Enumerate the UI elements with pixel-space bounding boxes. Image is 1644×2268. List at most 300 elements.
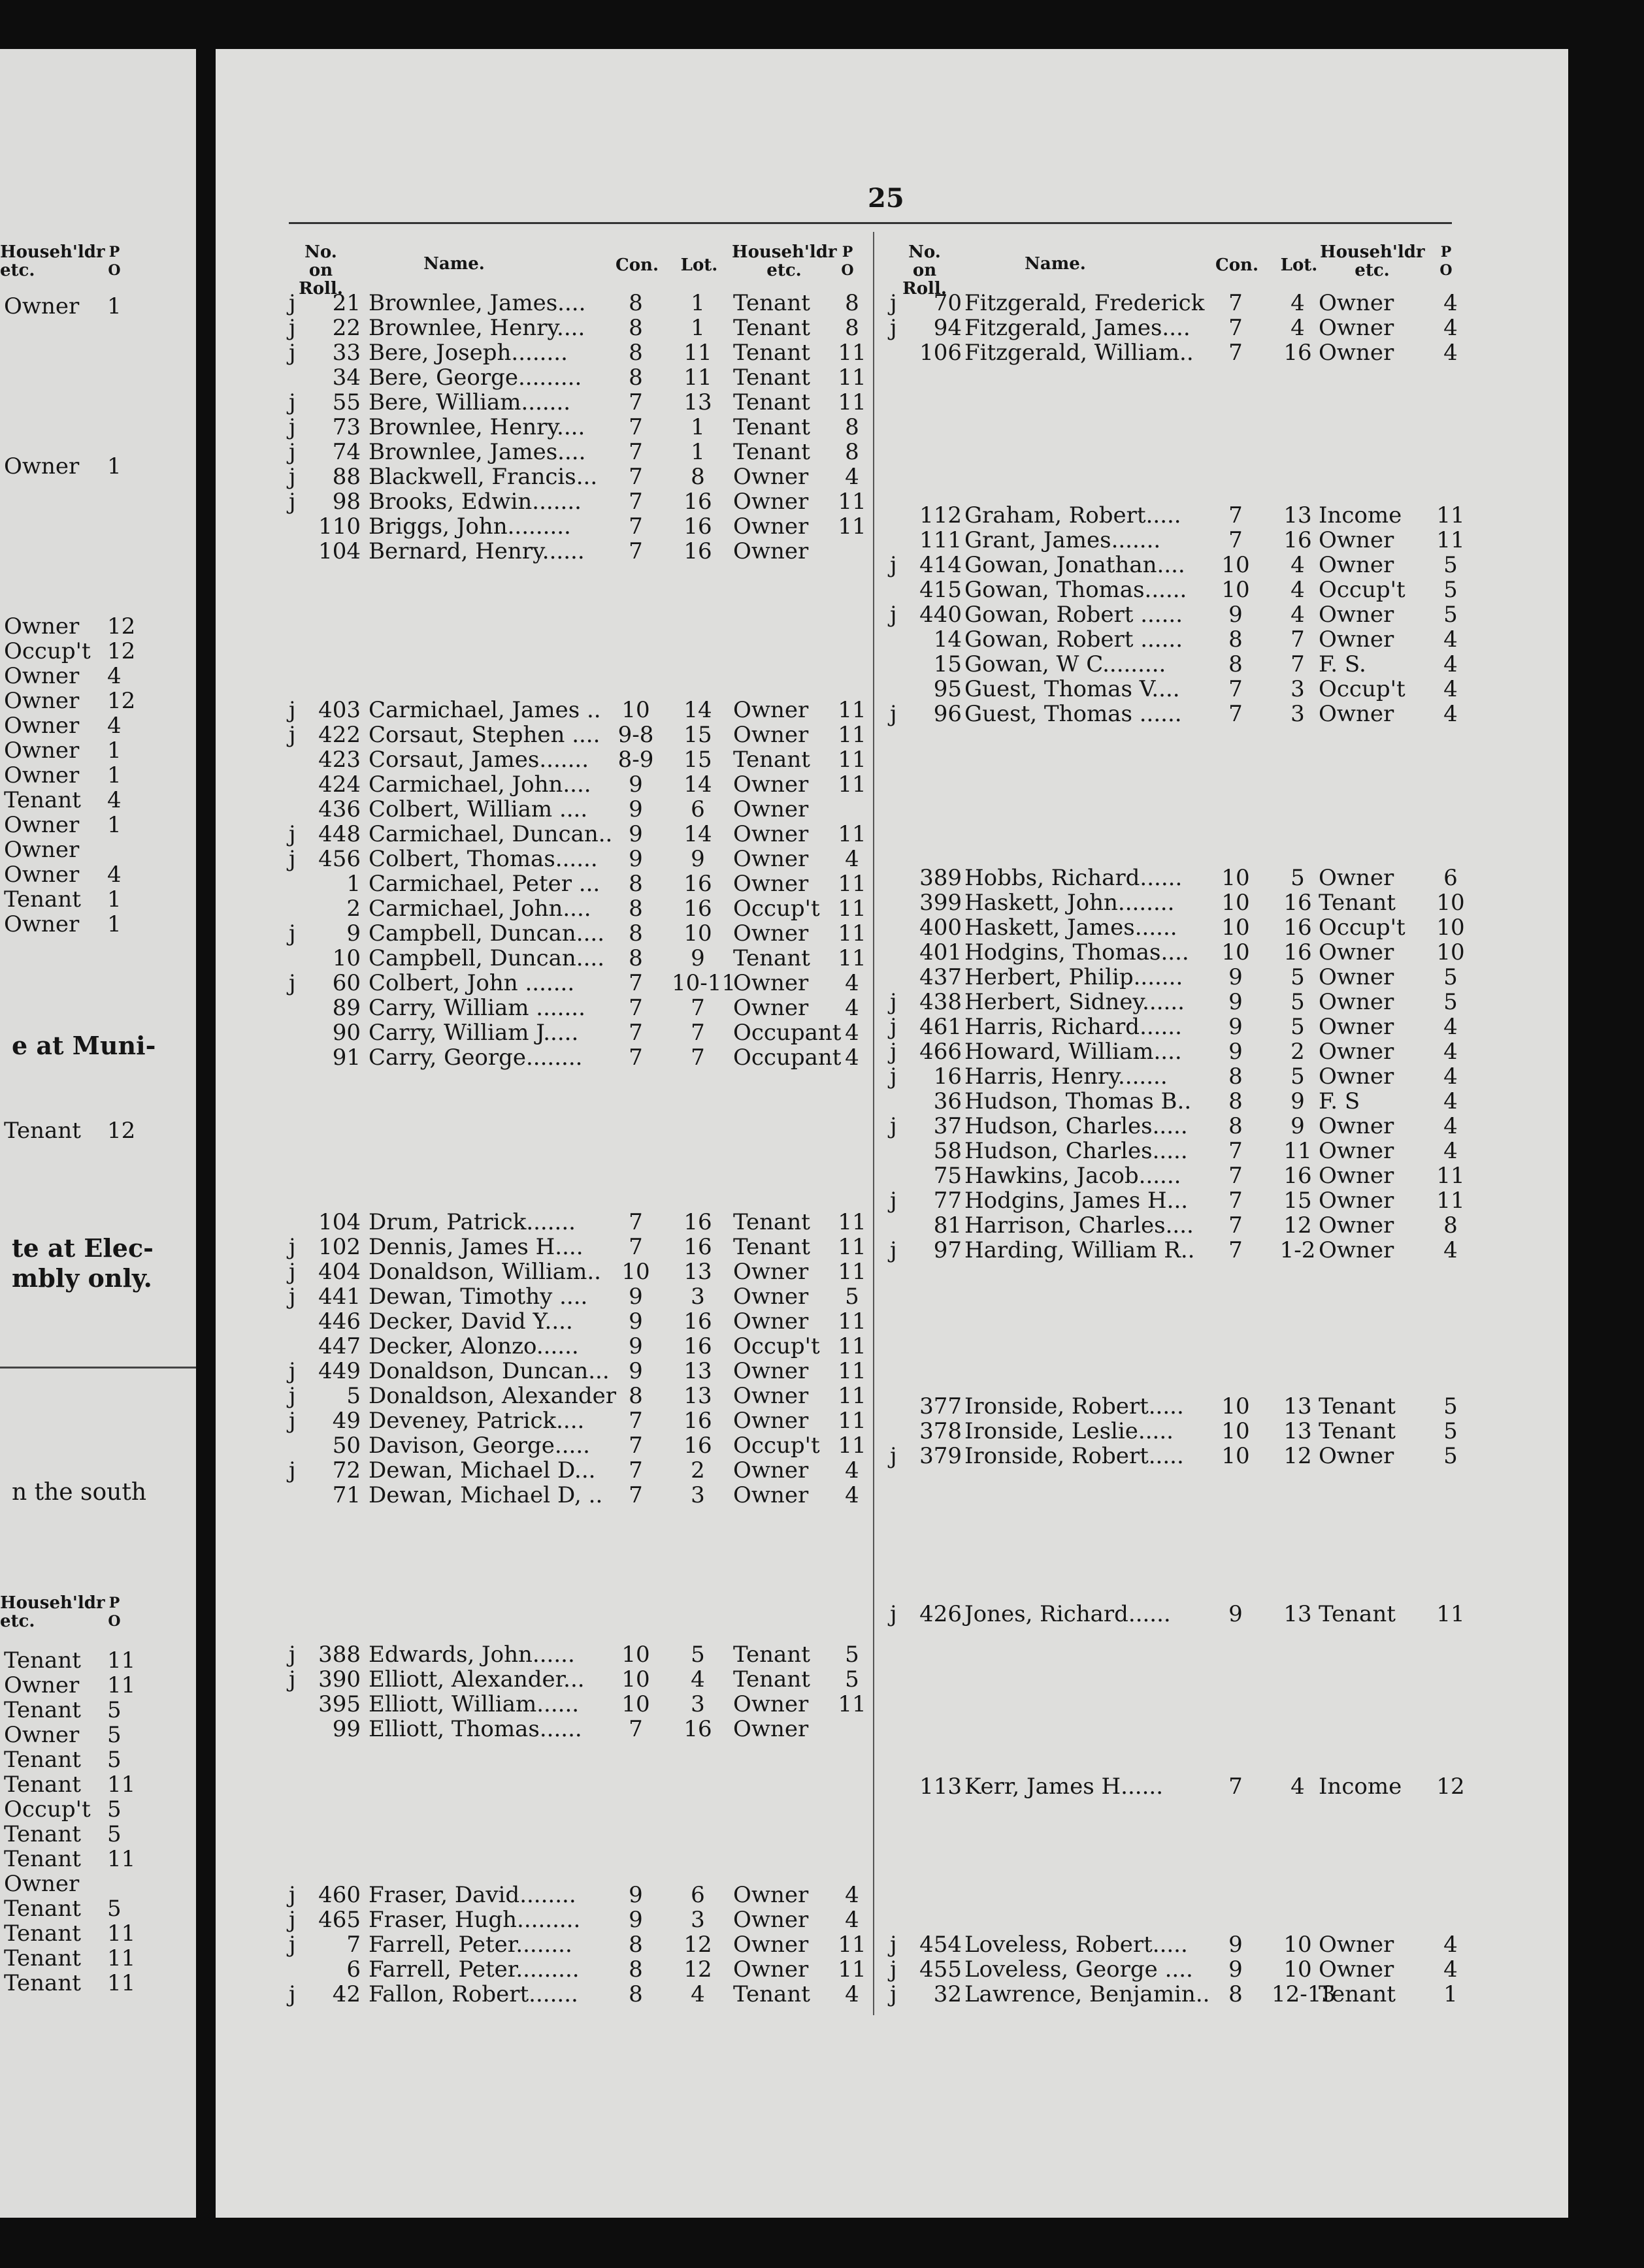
entry-post-office: 10	[1436, 939, 1465, 965]
entry-name: Carry, William J.....	[369, 1020, 579, 1046]
roll-entry-row	[289, 1982, 877, 2007]
entry-lot: 11	[1283, 1138, 1312, 1164]
roll-entry-row	[890, 291, 1478, 316]
left-fragment-status: Owner	[4, 453, 80, 479]
entry-name: Hudson, Charles.....	[964, 1113, 1188, 1139]
entry-lot: 3	[691, 1284, 705, 1310]
entry-lot: 16	[683, 1308, 712, 1335]
entry-name: Bere, George.........	[369, 364, 582, 391]
entry-post-office: 4	[845, 1045, 859, 1071]
entry-post-office: 5	[845, 1642, 859, 1668]
entry-name: Farrell, Peter.........	[369, 1956, 580, 1983]
entry-junior-mark: j	[890, 1981, 897, 2007]
entry-householder-status: Tenant	[733, 414, 810, 440]
entry-roll-number: 36	[933, 1088, 962, 1114]
entry-post-office: 5	[1443, 989, 1458, 1015]
left-fragment-po: 12	[107, 613, 136, 640]
roll-entry-row	[890, 1114, 1478, 1139]
entry-lot: 5	[1291, 1063, 1305, 1090]
roll-entry-row	[890, 528, 1478, 553]
left-fragment-elec-1: te at Elec-	[12, 1233, 154, 1263]
entry-junior-mark: j	[289, 1358, 296, 1384]
roll-entry-row	[890, 1163, 1478, 1188]
entry-lot: 3	[691, 1691, 705, 1717]
entry-roll-number: 75	[933, 1163, 962, 1189]
entry-name: Brownlee, Henry....	[369, 315, 585, 341]
entry-householder-status: Owner	[733, 697, 809, 723]
entry-name: Donaldson, William..	[369, 1259, 601, 1285]
entry-post-office: 4	[845, 846, 859, 872]
left-fragment-po: 5	[107, 1747, 122, 1773]
entry-roll-number: 14	[933, 626, 962, 653]
entry-roll-number: 74	[332, 439, 361, 465]
entry-junior-mark: j	[289, 1882, 296, 1908]
left-fragment-row	[4, 813, 193, 837]
entry-name: Harding, William R..	[964, 1237, 1195, 1263]
entry-lot: 16	[1283, 890, 1312, 916]
entry-lot: 13	[1283, 502, 1312, 528]
entry-name: Elliott, Thomas......	[369, 1716, 582, 1742]
entry-post-office: 11	[1436, 1601, 1465, 1627]
entry-lot: 3	[1291, 676, 1305, 702]
entry-post-office: 4	[845, 1981, 859, 2007]
roll-entry-row	[890, 1932, 1478, 1957]
entry-householder-status: Owner	[1319, 1188, 1394, 1214]
entry-concession: 9-8	[617, 722, 654, 748]
entry-junior-mark: j	[289, 1981, 296, 2007]
left-fragment-status: Owner	[4, 737, 80, 764]
entry-concession: 10	[1221, 1443, 1250, 1469]
entry-name: Decker, Alonzo......	[369, 1333, 579, 1359]
entry-junior-mark: j	[289, 1284, 296, 1310]
entry-concession: 9	[1228, 1039, 1243, 1065]
entry-post-office: 4	[1443, 1932, 1458, 1958]
entry-junior-mark: j	[890, 1237, 897, 1263]
entry-roll-number: 73	[332, 414, 361, 440]
entry-roll-number: 461	[919, 1014, 962, 1040]
entry-householder-status: Owner	[733, 771, 809, 798]
entry-concession: 8-9	[617, 747, 654, 773]
left-fragment-row	[4, 912, 193, 937]
entry-post-office: 5	[845, 1284, 859, 1310]
entry-concession: 8	[629, 364, 643, 391]
entry-concession: 7	[629, 1234, 643, 1260]
entry-lot: 13	[683, 389, 712, 415]
entry-name: Fraser, David........	[369, 1882, 576, 1908]
entry-concession: 9	[629, 1907, 643, 1933]
entry-roll-number: 21	[332, 290, 361, 316]
entry-roll-number: 110	[318, 513, 361, 540]
entry-roll-number: 415	[919, 577, 962, 603]
entry-post-office: 11	[838, 1358, 866, 1384]
entry-lot: 7	[1291, 651, 1305, 677]
entry-junior-mark: j	[890, 1443, 897, 1469]
entry-roll-number: 90	[332, 1020, 361, 1046]
entry-lot: 15	[1283, 1188, 1312, 1214]
header-name-right: Name.	[1025, 254, 1086, 274]
entry-lot: 12	[683, 1956, 712, 1983]
left-header-po-2: P O	[108, 1595, 121, 1630]
roll-entry-row	[890, 577, 1478, 602]
entry-post-office: 4	[1443, 626, 1458, 653]
roll-entry-row	[890, 1064, 1478, 1089]
roll-entry-row	[289, 822, 877, 847]
entry-post-office: 4	[1443, 340, 1458, 366]
left-fragment-status: Tenant	[4, 1920, 81, 1947]
header-con-left: Con.	[616, 255, 659, 275]
entry-name: Carry, William .......	[369, 995, 585, 1021]
entry-concession: 10	[1221, 552, 1250, 578]
entry-householder-status: Tenant	[733, 1981, 810, 2007]
roll-entry-row	[289, 1334, 877, 1359]
roll-entry-row	[289, 1408, 877, 1433]
roll-entry-row	[890, 316, 1478, 340]
left-fragment-row	[4, 1946, 193, 1971]
roll-entry-row	[289, 1284, 877, 1309]
entry-householder-status: Owner	[733, 1691, 809, 1717]
entry-roll-number: 379	[919, 1443, 962, 1469]
entry-junior-mark: j	[289, 1932, 296, 1958]
entry-lot: 11	[683, 364, 712, 391]
entry-name: Fitzgerald, Frederick	[964, 290, 1205, 316]
left-fragment-row	[4, 639, 193, 664]
entry-lot: 4	[1291, 577, 1305, 603]
entry-name: Carmichael, John....	[369, 771, 591, 798]
left-fragment-status: Tenant	[4, 1118, 81, 1144]
entry-concession: 8	[629, 920, 643, 947]
entry-householder-status: Owner	[733, 796, 809, 822]
left-fragment-po: 12	[107, 638, 136, 664]
entry-post-office: 4	[845, 464, 859, 490]
entry-name: Campbell, Duncan....	[369, 945, 605, 971]
entry-householder-status: Owner	[1319, 552, 1394, 578]
entry-householder-status: Occup't	[1319, 676, 1406, 702]
left-fragment-status: Owner	[4, 1722, 80, 1748]
entry-concession: 10	[1221, 939, 1250, 965]
entry-name: Donaldson, Alexander	[369, 1383, 616, 1409]
entry-junior-mark: j	[890, 1601, 897, 1627]
left-fragment-row	[4, 837, 193, 862]
entry-name: Haskett, James......	[964, 915, 1177, 941]
entry-post-office: 12	[1436, 1774, 1465, 1800]
entry-concession: 9	[629, 1333, 643, 1359]
entry-householder-status: Occupant	[733, 1020, 842, 1046]
entry-name: Drum, Patrick.......	[369, 1209, 576, 1235]
left-fragment-status: Owner	[4, 663, 80, 689]
entry-householder-status: F. S	[1319, 1088, 1360, 1114]
entry-post-office: 4	[1443, 651, 1458, 677]
entry-concession: 7	[629, 389, 643, 415]
entry-lot: 4	[691, 1981, 705, 2007]
entry-lot: 13	[1283, 1418, 1312, 1444]
entry-post-office: 11	[838, 1259, 866, 1285]
roll-entry-row	[289, 1483, 877, 1508]
entry-roll-number: 88	[332, 464, 361, 490]
roll-entry-row	[289, 1458, 877, 1483]
entry-householder-status: Owner	[733, 464, 809, 490]
entry-post-office: 4	[845, 1882, 859, 1908]
entry-lot: 7	[1291, 626, 1305, 653]
entry-concession: 7	[629, 414, 643, 440]
entry-lot: 14	[683, 697, 712, 723]
entry-concession: 10	[1221, 890, 1250, 916]
entry-junior-mark: j	[289, 1408, 296, 1434]
roll-entry-row	[289, 996, 877, 1020]
entry-name: Jones, Richard......	[964, 1601, 1171, 1627]
entry-junior-mark: j	[890, 552, 897, 578]
entry-roll-number: 98	[332, 489, 361, 515]
entry-roll-number: 377	[919, 1393, 962, 1419]
entry-householder-status: Owner	[1319, 1014, 1394, 1040]
entry-householder-status: Owner	[1319, 527, 1394, 553]
entry-roll-number: 104	[318, 1209, 361, 1235]
entry-roll-number: 70	[933, 290, 962, 316]
roll-entry-row	[289, 698, 877, 722]
entry-householder-status: Owner	[1319, 602, 1394, 628]
entry-concession: 8	[1228, 626, 1243, 653]
entry-concession: 8	[1228, 1088, 1243, 1114]
entry-roll-number: 55	[332, 389, 361, 415]
page-number: 25	[868, 183, 904, 214]
entry-junior-mark: j	[890, 701, 897, 727]
roll-entry-row	[890, 677, 1478, 702]
left-fragment-po: 4	[107, 713, 122, 739]
entry-roll-number: 436	[318, 796, 361, 822]
entry-name: Hudson, Thomas B..	[964, 1088, 1192, 1114]
entry-post-office: 5	[845, 1666, 859, 1693]
left-fragment-status: Owner	[4, 293, 80, 319]
entry-name: Fraser, Hugh.........	[369, 1907, 581, 1933]
roll-entry-row	[289, 1883, 877, 1907]
entry-name: Carmichael, Peter ...	[369, 871, 600, 897]
roll-entry-row	[289, 1642, 877, 1667]
entry-concession: 10	[621, 1691, 650, 1717]
entry-lot: 9	[691, 846, 705, 872]
entry-householder-status: Owner	[733, 1308, 809, 1335]
entry-name: Dennis, James H....	[369, 1234, 584, 1260]
entry-concession: 8	[629, 290, 643, 316]
entry-householder-status: Owner	[1319, 626, 1394, 653]
entry-post-office: 11	[838, 389, 866, 415]
entry-concession: 7	[629, 489, 643, 515]
entry-roll-number: 106	[919, 340, 962, 366]
entry-householder-status: Owner	[1319, 964, 1394, 990]
left-fragment-row	[4, 1921, 193, 1946]
left-fragment-status: Occup't	[4, 638, 91, 664]
roll-entry-row	[890, 1602, 1478, 1627]
entry-householder-status: Owner	[1319, 1443, 1394, 1469]
entry-roll-number: 2	[346, 896, 361, 922]
entry-junior-mark: j	[289, 970, 296, 996]
entry-roll-number: 89	[332, 995, 361, 1021]
left-fragment-status: Owner	[4, 613, 80, 640]
entry-lot: 6	[691, 1882, 705, 1908]
entry-post-office: 4	[1443, 1237, 1458, 1263]
entry-concession: 7	[629, 513, 643, 540]
entry-householder-status: Owner	[1319, 290, 1394, 316]
entry-roll-number: 403	[318, 697, 361, 723]
entry-householder-status: Owner	[1319, 939, 1394, 965]
entry-householder-status: Owner	[733, 1482, 809, 1508]
entry-householder-status: Owner	[733, 538, 809, 564]
entry-junior-mark: j	[890, 1063, 897, 1090]
entry-concession: 8	[629, 340, 643, 366]
left-fragment-status: Tenant	[4, 787, 81, 813]
entry-name: Kerr, James H......	[964, 1774, 1164, 1800]
roll-entry-row	[289, 722, 877, 747]
left-fragment-status: Owner	[4, 762, 80, 788]
entry-concession: 7	[629, 1457, 643, 1483]
entry-junior-mark: j	[289, 1907, 296, 1933]
left-fragment-row	[4, 1971, 193, 1996]
entry-householder-status: Owner	[733, 722, 809, 748]
entry-householder-status: Owner	[1319, 1039, 1394, 1065]
left-fragment-po: 11	[107, 1970, 136, 1996]
entry-lot: 16	[683, 1234, 712, 1260]
entry-householder-status: Owner	[1319, 1956, 1394, 1983]
entry-householder-status: Income	[1319, 502, 1402, 528]
entry-lot: 16	[1283, 527, 1312, 553]
roll-entry-row	[289, 921, 877, 946]
left-fragment-status: Owner	[4, 837, 80, 863]
entry-post-office: 4	[1443, 1039, 1458, 1065]
entry-lot: 5	[1291, 1014, 1305, 1040]
entry-post-office: 4	[845, 970, 859, 996]
roll-entry-row	[289, 291, 877, 316]
left-fragment-po: 5	[107, 1697, 122, 1723]
entry-name: Carmichael, James ..	[369, 697, 601, 723]
entry-concession: 10	[621, 697, 650, 723]
entry-junior-mark: j	[890, 1188, 897, 1214]
entry-junior-mark: j	[289, 846, 296, 872]
entry-junior-mark: j	[289, 1234, 296, 1260]
entry-roll-number: 447	[318, 1333, 361, 1359]
left-fragment-po: 11	[107, 1846, 136, 1872]
entry-concession: 9	[1228, 602, 1243, 628]
entry-roll-number: 15	[933, 651, 962, 677]
entry-householder-status: Occup't	[733, 1433, 820, 1459]
entry-junior-mark: j	[289, 1666, 296, 1693]
entry-roll-number: 465	[318, 1907, 361, 1933]
left-fragment-rule	[0, 1367, 196, 1369]
roll-entry-row	[890, 627, 1478, 652]
entry-roll-number: 42	[332, 1981, 361, 2007]
entry-roll-number: 378	[919, 1418, 962, 1444]
left-fragment-row	[4, 664, 193, 688]
entry-post-office: 4	[1443, 1088, 1458, 1114]
entry-concession: 10	[621, 1666, 650, 1693]
entry-junior-mark: j	[289, 464, 296, 490]
entry-post-office: 4	[1443, 1956, 1458, 1983]
entry-roll-number: 438	[919, 989, 962, 1015]
entry-roll-number: 94	[933, 315, 962, 341]
left-fragment-po: 1	[107, 762, 122, 788]
left-fragment-row	[4, 1648, 193, 1673]
entry-lot: 4	[1291, 552, 1305, 578]
roll-entry-row	[890, 890, 1478, 915]
roll-entry-row	[890, 652, 1478, 677]
entry-householder-status: Owner	[733, 489, 809, 515]
entry-concession: 10	[621, 1259, 650, 1285]
left-fragment-row	[4, 1871, 193, 1896]
entry-roll-number: 414	[919, 552, 962, 578]
entry-lot: 7	[691, 1020, 705, 1046]
entry-roll-number: 102	[318, 1234, 361, 1260]
roll-entry-row	[289, 390, 877, 415]
entry-lot: 9	[1291, 1088, 1305, 1114]
entry-householder-status: Owner	[733, 1408, 809, 1434]
entry-lot: 12	[1283, 1212, 1312, 1239]
left-fragment-row	[4, 688, 193, 713]
entry-post-office: 5	[1443, 577, 1458, 603]
roll-entry-row	[289, 1667, 877, 1692]
entry-concession: 8	[629, 1383, 643, 1409]
roll-entry-row	[289, 1907, 877, 1932]
roll-entry-row	[890, 866, 1478, 890]
entry-concession: 7	[629, 464, 643, 490]
entry-concession: 9	[629, 771, 643, 798]
entry-concession: 7	[1228, 502, 1243, 528]
entry-junior-mark: j	[289, 389, 296, 415]
left-fragment-po: 1	[107, 293, 122, 319]
entry-householder-status: Owner	[1319, 865, 1394, 891]
entry-concession: 7	[629, 1716, 643, 1742]
entry-householder-status: Owner	[733, 871, 809, 897]
entry-roll-number: 400	[919, 915, 962, 941]
roll-entry-row	[289, 772, 877, 797]
entry-name: Haskett, John........	[964, 890, 1175, 916]
entry-post-office: 11	[838, 1433, 866, 1459]
left-fragment-status: Tenant	[4, 1697, 81, 1723]
entry-concession: 9	[629, 846, 643, 872]
entry-roll-number: 81	[933, 1212, 962, 1239]
entry-name: Carmichael, Duncan..	[369, 821, 613, 847]
roll-entry-row	[289, 1384, 877, 1408]
entry-householder-status: Owner	[733, 1716, 809, 1742]
entry-concession: 10	[1221, 577, 1250, 603]
entry-concession: 10	[621, 1642, 650, 1668]
entry-roll-number: 404	[318, 1259, 361, 1285]
entry-post-office: 11	[1436, 527, 1465, 553]
left-fragment-po: 1	[107, 812, 122, 838]
entry-concession: 7	[629, 1482, 643, 1508]
entry-roll-number: 112	[919, 502, 962, 528]
entry-name: Elliott, Alexander...	[369, 1666, 585, 1693]
entry-lot: 1	[691, 439, 705, 465]
entry-roll-number: 104	[318, 538, 361, 564]
entry-name: Edwards, John......	[369, 1642, 575, 1668]
entry-junior-mark: j	[890, 1932, 897, 1958]
entry-roll-number: 456	[318, 846, 361, 872]
entry-roll-number: 7	[346, 1932, 361, 1958]
left-fragment-row	[4, 887, 193, 912]
entry-concession: 10	[1221, 1393, 1250, 1419]
entry-post-office: 11	[838, 871, 866, 897]
entry-post-office: 11	[1436, 1163, 1465, 1189]
entry-name: Gowan, Robert ......	[964, 626, 1183, 653]
entry-concession: 7	[1228, 1163, 1243, 1189]
entry-roll-number: 1	[346, 871, 361, 897]
entry-lot: 4	[1291, 290, 1305, 316]
entry-householder-status: Owner	[733, 821, 809, 847]
left-fragment-po: 1	[107, 453, 122, 479]
entry-junior-mark: j	[289, 722, 296, 748]
entry-lot: 12	[683, 1932, 712, 1958]
entry-householder-status: Tenant	[733, 364, 810, 391]
entry-lot: 8	[691, 464, 705, 490]
entry-householder-status: Tenant	[733, 290, 810, 316]
left-fragment-row	[4, 862, 193, 887]
